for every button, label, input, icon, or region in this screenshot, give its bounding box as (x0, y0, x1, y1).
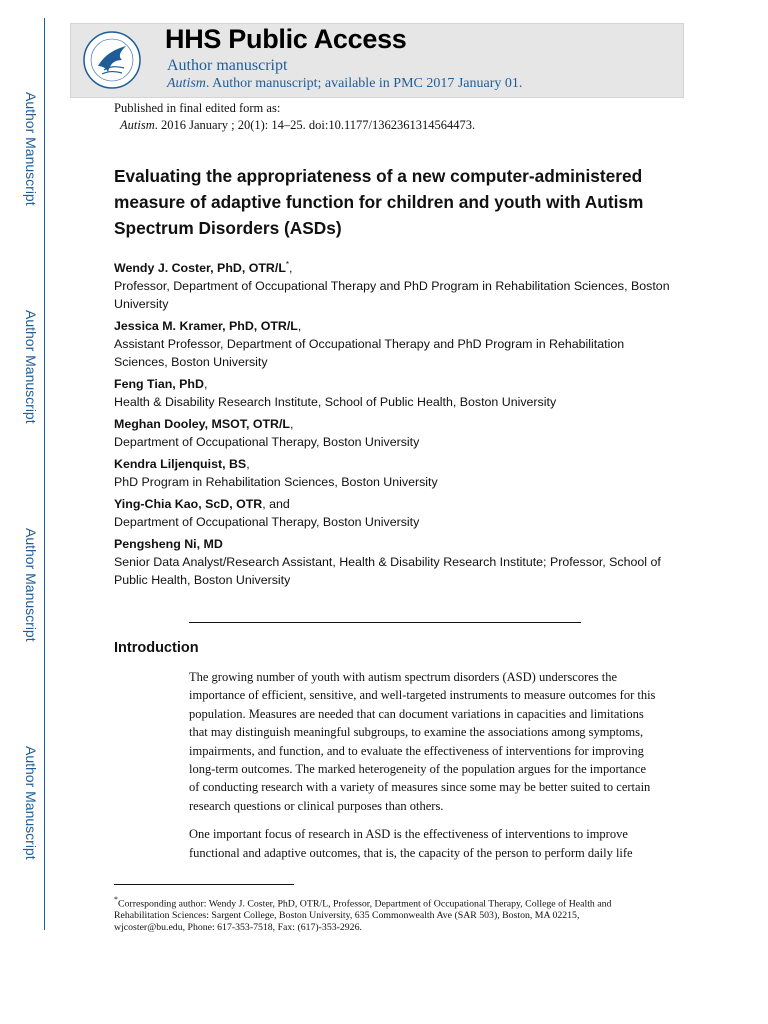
banner-title: HHS Public Access (165, 24, 407, 54)
hhs-eagle-seal-icon (82, 30, 142, 90)
banner-journal: Autism (167, 76, 206, 91)
footnote (114, 894, 644, 934)
published-label: Published in final edited form as: (114, 101, 281, 115)
footnote-mark: * (114, 895, 118, 904)
author-entry (114, 375, 674, 411)
author-affiliation: PhD Program in Rehabilitation Sciences, Boston University (114, 475, 438, 490)
author-separator: , (246, 457, 250, 472)
author-separator: , (203, 377, 208, 392)
author-entry (114, 495, 674, 531)
author-entry (114, 256, 674, 313)
footnote-rule (114, 884, 294, 885)
author-entry (114, 455, 674, 491)
side-label-author-manuscript: Author Manuscript (23, 528, 39, 642)
author-affiliation: Department of Occupational Therapy, Boston University (114, 515, 420, 530)
section-divider (189, 622, 581, 623)
banner-availability (167, 76, 522, 92)
margin-rule (44, 18, 45, 930)
footnote-text: Corresponding author: Wendy J. Coster, PhD, OTR/L, Professor, Department of Occupational Therapy, College of Health and Rehabilitation Sciences: Sargent College, Boston University, 635 Commonwealth Ave (SAR 503), Boston, MA 02215, wjcoster@bu.edu, Phone: 617-353-7518, Fax: (617)-353-2926. (114, 898, 612, 934)
author-entry (114, 317, 674, 371)
author-name: Feng Tian, PhD (114, 377, 204, 392)
citation-text: . 2016 January ; 20(1): 14–25. doi:10.1177/1362361314564473. (154, 118, 476, 132)
author-name: Meghan Dooley, MSOT, OTR/L (114, 417, 290, 432)
author-name: Wendy J. Coster, PhD, OTR/L (114, 261, 286, 276)
side-label-author-manuscript: Author Manuscript (23, 310, 39, 424)
author-list (114, 256, 674, 593)
author-affiliation: Senior Data Analyst/Research Assistant, Health & Disability Research Institute; Professor, School of Public Health, Boston University (114, 555, 661, 588)
author-separator: , (290, 417, 294, 432)
banner-subtitle: Author manuscript (167, 57, 288, 74)
introduction-body (189, 668, 659, 872)
side-label-author-manuscript: Author Manuscript (23, 92, 39, 206)
banner-availability-text: . Author manuscript; available in PMC 2017 January 01. (205, 76, 523, 91)
citation-journal: Autism (120, 118, 155, 132)
author-affiliation: Assistant Professor, Department of Occupational Therapy and PhD Program in Rehabilitation Sciences, Boston University (114, 337, 625, 370)
author-name: Pengsheng Ni, MD (114, 537, 223, 552)
author-entry (114, 415, 674, 451)
author-name: Ying-Chia Kao, ScD, OTR (114, 497, 263, 512)
side-label-author-manuscript: Author Manuscript (23, 746, 39, 860)
section-heading-introduction: Introduction (114, 640, 199, 656)
author-separator: , (289, 261, 293, 276)
body-paragraph: One important focus of research in ASD is the effectiveness of interventions to improve functional and adaptive outcomes, that is, the capacity of the person to perform daily life (189, 827, 633, 860)
author-separator: , (297, 319, 302, 334)
author-name: Jessica M. Kramer, PhD, OTR/L (114, 319, 298, 334)
corresponding-mark: * (285, 260, 290, 269)
author-separator: , and (262, 497, 290, 512)
author-name: Kendra Liljenquist, BS (114, 457, 247, 472)
author-entry (114, 535, 674, 589)
author-affiliation: Department of Occupational Therapy, Boston University (114, 435, 420, 450)
published-note (114, 100, 475, 134)
body-paragraph: The growing number of youth with autism spectrum disorders (ASD) underscores the importance of efficient, sensitive, and well-targeted instruments to measure outcomes for this population. Measures are needed that can document variations in capacities and limitations that may distinguish meaningful subgroups, to examine the associations among symptoms, impairments, and function, and to evaluate the effectiveness of interventions for improving long-term outcomes. The marked heterogeneity of the population argues for the importance of conducting research with a variety of measures since some may be better suited to certain research questions or clinical purposes than others. (189, 670, 656, 813)
author-affiliation: Professor, Department of Occupational Therapy and PhD Program in Rehabilitation Sciences, Boston University (114, 279, 670, 312)
article-title: Evaluating the appropriateness of a new computer-administered measure of adaptive function for children and youth with Autism Spectrum Disorders (ASDs) (114, 166, 644, 238)
published-citation (114, 117, 475, 134)
hhs-public-access-banner (70, 23, 684, 98)
author-affiliation: Health & Disability Research Institute, School of Public Health, Boston University (114, 395, 557, 410)
